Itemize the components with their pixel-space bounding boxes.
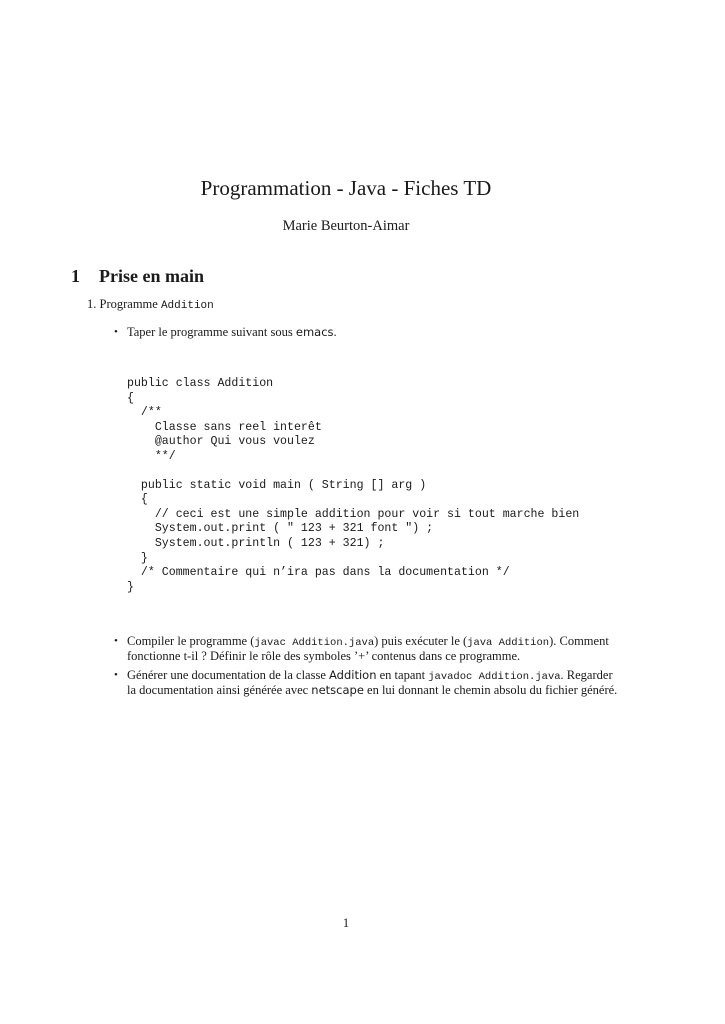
- inline-code: javac Addition.java: [254, 637, 375, 649]
- inline-code: java Addition: [467, 637, 550, 649]
- bullet-dot: •: [114, 635, 118, 647]
- bullet-dot: •: [114, 669, 118, 681]
- item-label: Programme: [99, 297, 158, 311]
- document-author: Marie Beurton-Aimar: [282, 218, 410, 234]
- class-name: Addition: [329, 668, 377, 682]
- bullet-text-line-2: fonctionne t-il ? Définir le rôle des symboles ’+’ contenus dans ce programme.: [127, 649, 521, 663]
- bullet-text-line-1: Compiler le programme (javac Addition.java) puis exécuter le (java Addition). Comment: [127, 634, 609, 649]
- document-title: Programmation - Java - Fiches TD: [200, 176, 492, 200]
- code-listing: public class Addition { /** Classe sans reel interêt @author Qui vous voulez **/ public static void main ( String [] arg ) { // ceci est une simple addition pour voir si tout marche bien System.out.print ( " 123 + 321 font ") ; System.out.println ( 123 + 321) ; } /* Commentaire qui n’ira pas dans la documentation */ }: [127, 377, 580, 594]
- bullet-text: Taper le programme suivant sous emacs.: [127, 325, 337, 339]
- section-title: Prise en main: [99, 266, 204, 286]
- item-code: Addition: [160, 300, 214, 312]
- tool-name: emacs: [295, 325, 334, 339]
- enumerated-item: [87, 296, 214, 315]
- bullet-text-line-1: Générer une documentation de la classe Addition en tapant javadoc Addition.java. Regarder: [127, 668, 613, 683]
- bullet-dot: •: [114, 326, 118, 338]
- tool-name: netscape: [311, 683, 364, 697]
- section-heading: [71, 264, 204, 288]
- inline-code: javadoc Addition.java: [428, 671, 561, 683]
- page-number: 1: [342, 916, 350, 930]
- bullet-text-line-2: la documentation ainsi générée avec netscape en lui donnant le chemin absolu du fichier généré.: [127, 683, 618, 697]
- section-number: 1: [71, 266, 80, 286]
- item-number: 1.: [87, 297, 97, 311]
